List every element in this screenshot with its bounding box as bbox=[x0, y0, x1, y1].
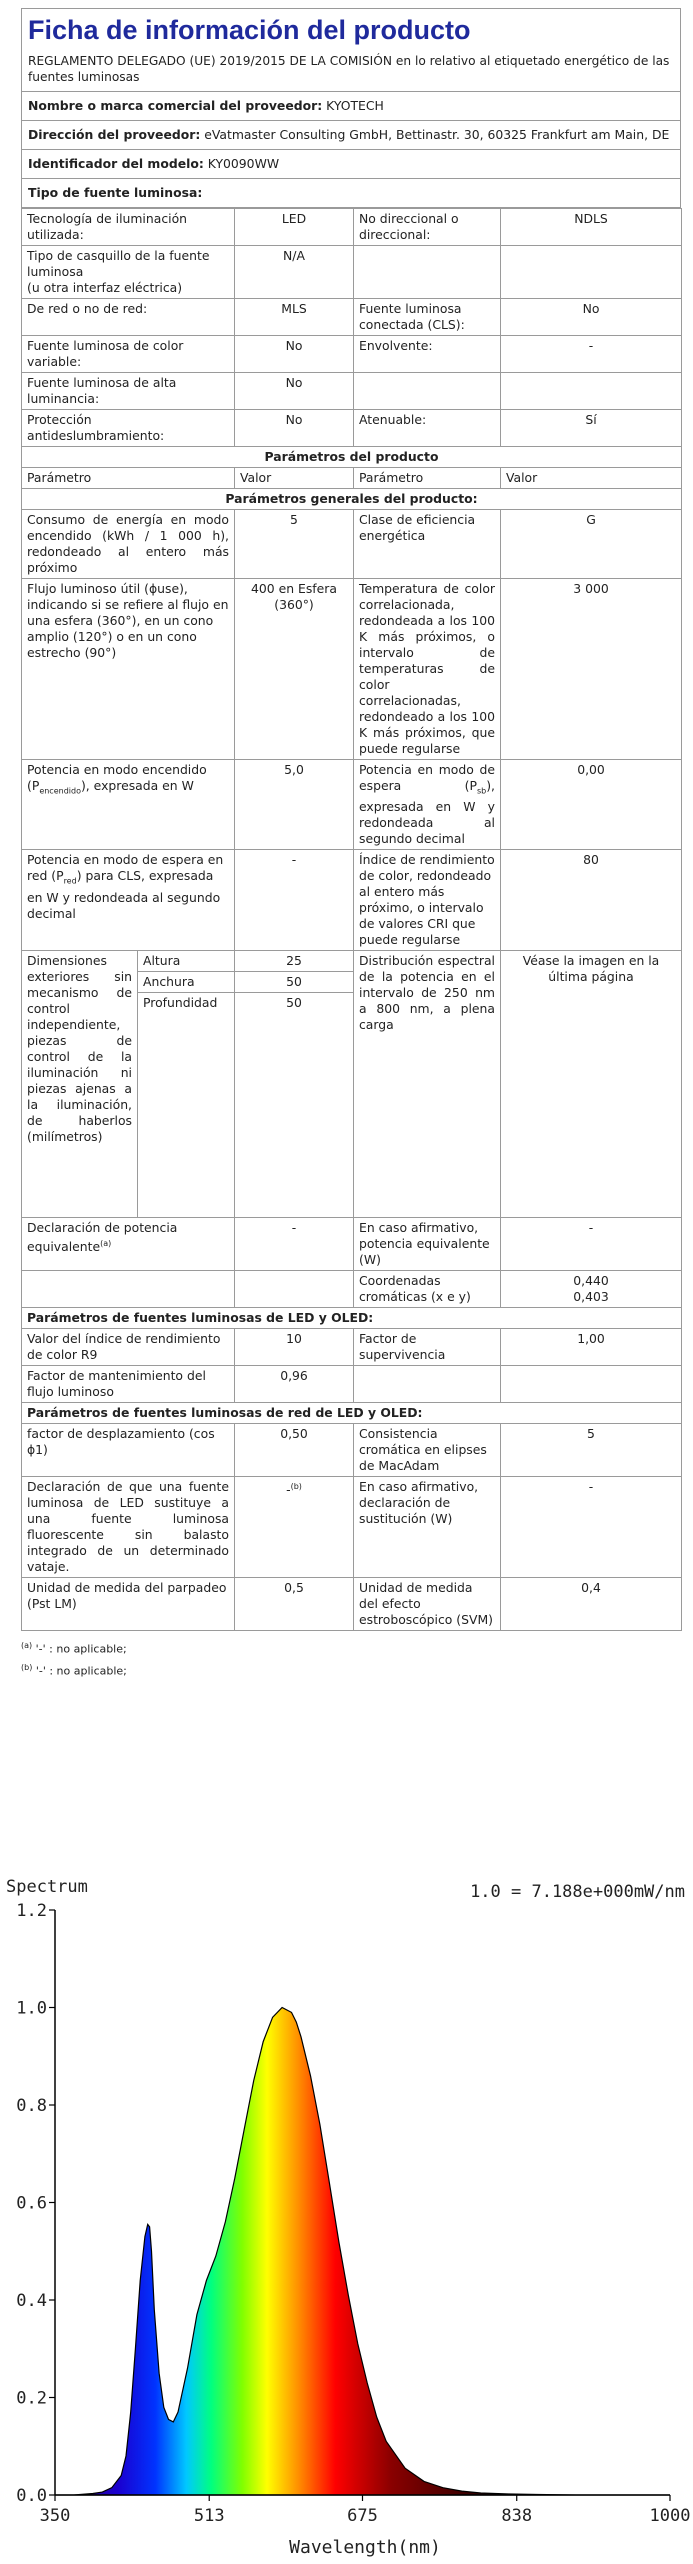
param-label: Consistencia cromática en elipses de MacAdam bbox=[354, 1424, 501, 1477]
param-value: No bbox=[235, 373, 354, 410]
param-label: Potencia en modo encendido $(P_{encendido})$, expresada en W bbox=[22, 760, 235, 850]
column-header-row bbox=[22, 468, 682, 489]
table-row bbox=[22, 510, 682, 579]
param-value: 3 000 bbox=[501, 579, 682, 760]
header-box bbox=[21, 8, 681, 92]
param-value: 5,0 bbox=[235, 760, 354, 850]
table-row bbox=[22, 1271, 682, 1308]
table-row bbox=[22, 1477, 682, 1578]
x-tick-label: 350 bbox=[39, 2506, 71, 2526]
spec-table bbox=[21, 208, 682, 1631]
dimension-value: 50 bbox=[235, 972, 353, 993]
param-value: - bbox=[235, 1218, 354, 1271]
param-value: 400 en Esfera (360°) bbox=[235, 579, 354, 760]
table-row bbox=[22, 336, 682, 373]
param-label: Potencia en modo de espera en red $(P_{red})$ para CLS, expresada en W y redondeada al segundo decimal bbox=[22, 850, 235, 951]
dimension-name: Anchura bbox=[138, 972, 235, 993]
param-label: Consumo de energía en modo encendido (kWh / 1 000 h), redondeado al entero más próximo bbox=[22, 510, 235, 579]
param-label: Unidad de medida del parpadeo (Pst LM) bbox=[22, 1578, 235, 1631]
param-label: Clase de eficiencia energética bbox=[354, 510, 501, 579]
param-label: Fuente luminosa de alta luminancia: bbox=[22, 373, 235, 410]
x-tick-label: 1000 bbox=[649, 2506, 691, 2526]
param-value: No bbox=[235, 410, 354, 447]
param-value: N/A bbox=[235, 246, 354, 299]
param-label: En caso afirmativo, potencia equivalente (W) bbox=[354, 1218, 501, 1271]
param-label: No direccional o direccional: bbox=[354, 209, 501, 246]
param-label: Atenuable: bbox=[354, 410, 501, 447]
table-row bbox=[22, 579, 682, 760]
param-label: Temperatura de color correlacionada, redondeada a los 100 K más próximos, o intervalo de temperaturas de color correlacionadas, redondeado a los 100 K más próximos, que puede regularse bbox=[354, 579, 501, 760]
y-tick-label: 1.2 bbox=[16, 1901, 47, 1921]
x-tick-label: 513 bbox=[193, 2506, 225, 2526]
param-value: 5 bbox=[501, 1424, 682, 1477]
param-label: Valor del índice de rendimiento de color R9 bbox=[22, 1329, 235, 1366]
param-value: Véase la imagen en la última página bbox=[501, 951, 682, 1218]
column-header: Parámetro bbox=[354, 468, 501, 489]
param-label: Fuente luminosa de color variable: bbox=[22, 336, 235, 373]
spectrum-chart bbox=[0, 1870, 693, 2560]
supplier-value: KYOTECH bbox=[326, 98, 384, 113]
model-row bbox=[21, 150, 681, 179]
section-heading: Parámetros del producto bbox=[22, 447, 682, 468]
column-header: Valor bbox=[501, 468, 682, 489]
param-value: 0,00 bbox=[501, 760, 682, 850]
param-label: Factor de supervivencia bbox=[354, 1329, 501, 1366]
chart-annotation: 1.0 = 7.188e+000mW/nm bbox=[470, 1882, 685, 1902]
param-value: - bbox=[501, 1218, 682, 1271]
param-label bbox=[354, 373, 501, 410]
param-label: Índice de rendimiento de color, redondeado al entero más próximo, o intervalo de valores CRI que puede regularse bbox=[354, 850, 501, 951]
address-value: eVatmaster Consulting GmbH, Bettinastr. 30, 60325 Frankfurt am Main, DE bbox=[204, 127, 670, 142]
param-value: 0,4 bbox=[501, 1578, 682, 1631]
chart-title: Spectrum bbox=[6, 1877, 88, 1897]
param-label bbox=[354, 1366, 501, 1403]
table-row bbox=[22, 209, 682, 246]
spectrum-chart-svg bbox=[0, 1870, 693, 2560]
param-value bbox=[501, 246, 682, 299]
param-label: Coordenadas cromáticas (x e y) bbox=[354, 1271, 501, 1308]
param-label: De red o no de red: bbox=[22, 299, 235, 336]
y-tick-label: 0.4 bbox=[16, 2291, 47, 2311]
y-tick-label: 0.0 bbox=[16, 2486, 47, 2506]
param-value: 5 bbox=[235, 510, 354, 579]
param-value: 0,50 bbox=[235, 1424, 354, 1477]
param-label: Declaración de que una fuente luminosa de LED sustituye a una fuente luminosa fluorescente sin balasto integrado de un determinado vataje. bbox=[22, 1477, 235, 1578]
x-tick-label: 675 bbox=[347, 2506, 378, 2526]
table-row bbox=[22, 299, 682, 336]
table-row bbox=[22, 1578, 682, 1631]
section-heading: Parámetros generales del producto: bbox=[22, 489, 682, 510]
param-value: LED bbox=[235, 209, 354, 246]
dimension-name: Altura bbox=[138, 951, 235, 972]
param-value: - bbox=[235, 850, 354, 951]
x-axis-label: Wavelength(nm) bbox=[289, 2537, 441, 2558]
param-label: En caso afirmativo, declaración de sustitución (W) bbox=[354, 1477, 501, 1578]
dimension-name: Profundidad bbox=[143, 995, 218, 1011]
param-value: 10 bbox=[235, 1329, 354, 1366]
table-row bbox=[22, 850, 682, 951]
table-row bbox=[22, 373, 682, 410]
x-tick-label: 838 bbox=[501, 2506, 533, 2526]
param-label: Unidad de medida del efecto estroboscópico (SVM) bbox=[354, 1578, 501, 1631]
spectrum-area bbox=[55, 2008, 670, 2496]
param-value: - bbox=[501, 336, 682, 373]
column-header: Valor bbox=[235, 468, 354, 489]
dimension-values-cell bbox=[235, 951, 354, 1218]
y-tick-label: 0.6 bbox=[16, 2193, 47, 2214]
supplier-label: Nombre o marca comercial del proveedor: bbox=[28, 98, 323, 113]
param-label: Tipo de casquillo de la fuente luminosa (u otra interfaz eléctrica) bbox=[22, 246, 235, 299]
section-heading: Parámetros de fuentes luminosas de LED y OLED: bbox=[22, 1308, 682, 1329]
dimensions-label: Dimensiones exteriores sin mecanismo de control independiente, piezas de control de la iluminación ni piezas ajenas a la iluminación, de haberlos (milímetros) bbox=[22, 951, 138, 1217]
param-label: Tecnología de iluminación utilizada: bbox=[22, 209, 235, 246]
footnotes bbox=[21, 1637, 681, 1680]
dimension-value: 25 bbox=[235, 951, 353, 972]
footnote: $^{(a)}$ '-' : no aplicable; bbox=[21, 1641, 127, 1657]
param-label: Factor de mantenimiento del flujo luminoso bbox=[22, 1366, 235, 1403]
footnote: $^{(b)}$ '-' : no aplicable; bbox=[21, 1663, 127, 1678]
y-tick-label: 1.0 bbox=[16, 1998, 47, 2019]
param-label: Envolvente: bbox=[354, 336, 501, 373]
param-label: Fuente luminosa conectada (CLS): bbox=[354, 299, 501, 336]
param-value: 0,96 bbox=[235, 1366, 354, 1403]
supplier-row bbox=[21, 92, 681, 121]
param-value: 0,5 bbox=[235, 1578, 354, 1631]
table-row bbox=[22, 1424, 682, 1477]
product-information-sheet bbox=[21, 8, 681, 1681]
table-row bbox=[22, 410, 682, 447]
param-value: G bbox=[501, 510, 682, 579]
table-row bbox=[22, 760, 682, 850]
param-label: Flujo luminoso útil (ϕuse), indicando si se refiere al flujo en una esfera (360°), en un cono amplio (120°) o en un cono estrecho (90°) bbox=[22, 579, 235, 760]
page-title: Ficha de información del producto bbox=[28, 15, 471, 45]
model-label: Identificador del modelo: bbox=[28, 156, 204, 171]
param-value: NDLS bbox=[501, 209, 682, 246]
param-label: Potencia en modo de espera $(P_{sb})$, expresada en W y redondeada al segundo decimal bbox=[354, 760, 501, 850]
param-value bbox=[501, 1366, 682, 1403]
y-axis bbox=[16, 1901, 55, 2506]
param-value: No bbox=[501, 299, 682, 336]
param-value: Sí bbox=[501, 410, 682, 447]
param-value: -$^{(b)}$ bbox=[235, 1477, 354, 1578]
address-label: Dirección del proveedor: bbox=[28, 127, 201, 142]
param-value bbox=[501, 373, 682, 410]
table-row bbox=[22, 951, 682, 1218]
table-row bbox=[22, 1218, 682, 1271]
dimensions-cell bbox=[22, 951, 235, 1218]
regulation-text: REGLAMENTO DELEGADO (UE) 2019/2015 DE LA COMISIÓN en lo relativo al etiquetado energético de las fuentes luminosas bbox=[28, 54, 670, 84]
param-value: MLS bbox=[235, 299, 354, 336]
param-label: Distribución espectral de la potencia en el intervalo de 250 nm a 800 nm, a plena carga bbox=[354, 951, 501, 1218]
address-row bbox=[21, 121, 681, 150]
param-label: Declaración de potencia equivalente$^{(a)}$ bbox=[22, 1218, 235, 1271]
param-value: 1,00 bbox=[501, 1329, 682, 1366]
param-value: - bbox=[501, 1477, 682, 1578]
y-tick-label: 0.8 bbox=[16, 2096, 47, 2116]
table-row bbox=[22, 1329, 682, 1366]
section-heading: Parámetros de fuentes luminosas de red de LED y OLED: bbox=[22, 1403, 682, 1424]
column-header: Parámetro bbox=[22, 468, 235, 489]
light-source-heading: Tipo de fuente luminosa: bbox=[21, 179, 681, 208]
dimension-value: 50 bbox=[286, 995, 302, 1011]
param-label bbox=[354, 246, 501, 299]
y-tick-label: 0.2 bbox=[16, 2388, 47, 2409]
param-label: factor de desplazamiento (cos ϕ1) bbox=[22, 1424, 235, 1477]
model-value: KY0090WW bbox=[207, 156, 280, 171]
x-axis bbox=[40, 2495, 691, 2526]
param-label: Protección antideslumbramiento: bbox=[22, 410, 235, 447]
param-value: 80 bbox=[501, 850, 682, 951]
param-value: No bbox=[235, 336, 354, 373]
param-value: 0,440 0,403 bbox=[501, 1271, 682, 1308]
table-row bbox=[22, 246, 682, 299]
table-row bbox=[22, 1366, 682, 1403]
